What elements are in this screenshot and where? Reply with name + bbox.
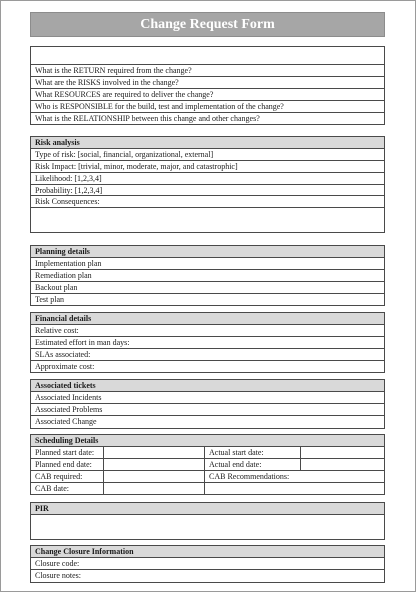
scheduling-header: Scheduling Details	[31, 435, 384, 447]
actual-start-label: Actual start date:	[205, 447, 301, 458]
return-section	[30, 46, 385, 125]
closure-notes-field[interactable]: Closure notes:	[35, 570, 81, 580]
risk-consequences-space[interactable]	[31, 208, 384, 232]
actual-start-input[interactable]	[301, 447, 384, 458]
cab-recommendations-input[interactable]	[301, 471, 384, 482]
tickets-header: Associated tickets	[31, 380, 384, 392]
likelihood-field[interactable]: Likelihood: [1,2,3,4]	[31, 173, 384, 185]
planned-end-label: Planned end date:	[31, 459, 104, 470]
blank-row[interactable]	[31, 47, 384, 65]
question-relationship: What is the RELATIONSHIP between this change and other changes?	[35, 113, 260, 123]
risk-consequences-field[interactable]: Risk Consequences:	[31, 196, 384, 208]
risk-impact-field[interactable]: Risk Impact: [trivial, minor, moderate, major, and catastrophic]	[31, 161, 384, 173]
associated-problems-field[interactable]: Associated Problems	[31, 404, 384, 416]
risk-type-field[interactable]: Type of risk: [social, financial, organizational, external]	[31, 149, 384, 161]
test-plan-field[interactable]: Test plan	[35, 294, 64, 304]
estimated-effort-field[interactable]: Estimated effort in man days:	[31, 337, 384, 349]
planning-header: Planning details	[31, 246, 384, 258]
closure-code-field[interactable]: Closure code:	[31, 558, 384, 570]
relative-cost-field[interactable]: Relative cost:	[31, 325, 384, 337]
financial-header: Financial details	[31, 313, 384, 325]
planning-section	[30, 245, 385, 306]
risk-analysis-header: Risk analysis	[31, 137, 384, 149]
associated-incidents-field[interactable]: Associated Incidents	[31, 392, 384, 404]
cab-date-input[interactable]	[104, 483, 205, 495]
schedule-row-cab-date	[31, 483, 384, 495]
planned-start-input[interactable]	[104, 447, 205, 458]
pir-notes-field[interactable]	[31, 515, 384, 539]
backout-plan-field[interactable]: Backout plan	[31, 282, 384, 294]
scheduling-section	[30, 434, 385, 495]
question-return: What is the RETURN required from the change?	[31, 65, 384, 77]
probability-field[interactable]: Probability: [1,2,3,4]	[31, 185, 384, 197]
approximate-cost-field[interactable]: Approximate cost:	[35, 361, 95, 371]
cab-date-label: CAB date:	[31, 483, 104, 495]
cab-recommendations-space[interactable]	[205, 483, 301, 495]
cab-required-label: CAB required:	[31, 471, 104, 482]
cab-recommendations-space-2[interactable]	[301, 483, 384, 495]
closure-header: Change Closure Information	[31, 546, 384, 558]
actual-end-input[interactable]	[301, 459, 384, 470]
risk-analysis-section	[30, 136, 385, 233]
financial-section	[30, 312, 385, 373]
actual-end-label: Actual end date:	[205, 459, 301, 470]
schedule-row-end	[31, 459, 384, 471]
closure-section	[30, 545, 385, 583]
schedule-row-start	[31, 447, 384, 459]
planned-start-label: Planned start date:	[31, 447, 104, 458]
planned-end-input[interactable]	[104, 459, 205, 470]
cab-required-input[interactable]	[104, 471, 205, 482]
implementation-plan-field[interactable]: Implementation plan	[31, 258, 384, 270]
question-risks: What are the RISKS involved in the change?	[31, 77, 384, 89]
form-title: Change Request Form	[30, 12, 385, 37]
question-responsible: Who is RESPONSIBLE for the build, test and implementation of the change?	[31, 101, 384, 113]
associated-change-field[interactable]: Associated Change	[35, 416, 97, 426]
question-resources: What RESOURCES are required to deliver the change?	[31, 89, 384, 101]
schedule-row-cab	[31, 471, 384, 483]
slas-field[interactable]: SLAs associated:	[31, 349, 384, 361]
tickets-section	[30, 379, 385, 429]
pir-section	[30, 502, 385, 540]
remediation-plan-field[interactable]: Remediation plan	[31, 270, 384, 282]
pir-header: PIR	[31, 503, 384, 515]
cab-recommendations-label: CAB Recommendations:	[209, 471, 290, 481]
